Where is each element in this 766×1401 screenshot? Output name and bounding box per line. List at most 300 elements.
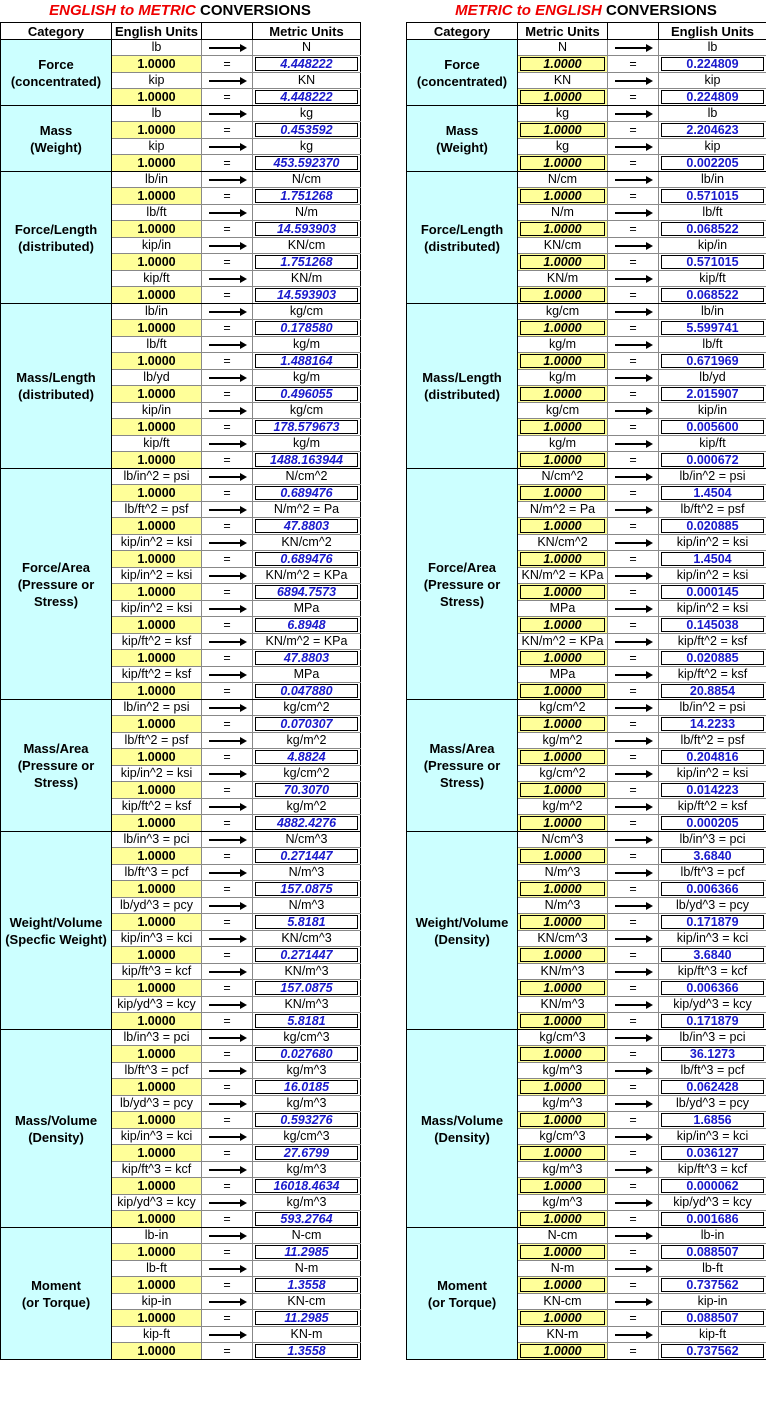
to-unit: kg/m <box>253 337 361 353</box>
input-value-cell[interactable] <box>112 683 202 700</box>
input-value-cell[interactable] <box>112 1244 202 1261</box>
input-value[interactable]: 1.0000 <box>137 683 176 698</box>
arrow-icon <box>608 997 659 1013</box>
to-unit: N/m^2 = Pa <box>253 502 361 518</box>
input-value[interactable]: 1.0000 <box>520 948 605 962</box>
input-value-cell[interactable] <box>518 815 608 832</box>
result-value-cell <box>659 221 766 238</box>
result-value-cell <box>659 485 766 502</box>
input-value[interactable]: 1.0000 <box>137 551 176 566</box>
result-value: 157.0875 <box>255 882 358 896</box>
input-value-cell[interactable] <box>112 155 202 172</box>
equals-sign: = <box>202 1013 253 1030</box>
result-value-cell <box>659 1310 766 1327</box>
input-value-cell[interactable] <box>518 716 608 733</box>
result-value: 6.8948 <box>255 618 358 632</box>
result-value: 1.6856 <box>661 1113 764 1127</box>
input-value-cell[interactable] <box>112 287 202 304</box>
result-value-cell <box>659 947 766 964</box>
to-unit: KN-cm <box>253 1294 361 1310</box>
input-value-cell[interactable] <box>112 815 202 832</box>
right-arrow-icon <box>209 476 245 478</box>
equals-sign: = <box>608 1046 659 1063</box>
result-value-cell <box>253 650 361 667</box>
to-unit: KN-m <box>253 1327 361 1343</box>
input-value-cell[interactable] <box>112 1211 202 1228</box>
input-value-cell[interactable] <box>518 1046 608 1063</box>
input-value-cell[interactable] <box>112 881 202 898</box>
input-value-cell[interactable] <box>112 485 202 502</box>
from-unit: kg <box>518 106 608 122</box>
input-value-cell[interactable] <box>112 452 202 469</box>
arrow-icon <box>608 799 659 815</box>
category-label: Mass/Area (Pressure or Stress) <box>1 700 112 832</box>
from-unit: lb/ft^2 = psf <box>112 502 202 518</box>
equals-sign: = <box>608 1310 659 1327</box>
result-value-cell <box>253 287 361 304</box>
arrow-icon <box>608 73 659 89</box>
result-value: 0.171879 <box>661 1014 764 1028</box>
input-value-cell[interactable] <box>112 320 202 337</box>
result-value: 1488.163944 <box>255 453 358 467</box>
input-value[interactable]: 1.0000 <box>137 1244 176 1259</box>
input-value-cell[interactable] <box>518 452 608 469</box>
input-value[interactable]: 1.0000 <box>520 453 605 467</box>
input-value[interactable]: 1.0000 <box>137 518 176 533</box>
input-value-cell[interactable] <box>112 1112 202 1129</box>
right-arrow-icon <box>209 1169 245 1171</box>
from-unit: lb/yd^3 = pcy <box>112 1096 202 1112</box>
input-value[interactable]: 1.0000 <box>137 287 176 302</box>
input-value-cell[interactable] <box>518 1244 608 1261</box>
input-value[interactable]: 1.0000 <box>520 1245 605 1259</box>
equals-sign: = <box>608 254 659 271</box>
right-arrow-icon <box>615 1235 651 1237</box>
equals-sign: = <box>608 320 659 337</box>
from-unit: kg/cm <box>518 304 608 320</box>
result-value: 0.571015 <box>661 189 764 203</box>
result-value-cell <box>253 1343 361 1360</box>
input-value-cell[interactable] <box>518 419 608 436</box>
input-value-cell[interactable] <box>112 1046 202 1063</box>
right-arrow-icon <box>209 1070 245 1072</box>
input-value[interactable]: 1.0000 <box>137 353 176 368</box>
input-value-cell[interactable] <box>112 914 202 931</box>
arrow-icon <box>608 1096 659 1112</box>
result-value: 0.000672 <box>661 453 764 467</box>
to-unit: kg/cm^2 <box>253 766 361 782</box>
input-value[interactable]: 1.0000 <box>137 56 176 71</box>
equals-sign: = <box>202 188 253 205</box>
from-unit: kg/cm^3 <box>518 1030 608 1046</box>
from-unit: kip/in^2 = ksi <box>112 766 202 782</box>
input-value-cell[interactable] <box>518 1343 608 1360</box>
to-unit: kg/m <box>253 370 361 386</box>
panel-title: METRIC to ENGLISH CONVERSIONS <box>455 2 717 19</box>
input-value-cell[interactable] <box>518 1178 608 1195</box>
input-value[interactable]: 1.0000 <box>137 1112 176 1127</box>
input-value-cell[interactable] <box>112 1178 202 1195</box>
arrow-icon <box>202 634 253 650</box>
unit-row <box>407 1228 766 1244</box>
input-value[interactable]: 1.0000 <box>520 618 605 632</box>
input-value[interactable]: 1.0000 <box>520 783 605 797</box>
input-value[interactable]: 1.0000 <box>137 122 176 137</box>
result-value: 0.005600 <box>661 420 764 434</box>
to-unit: kip/in <box>659 238 766 254</box>
arrow-icon <box>202 205 253 221</box>
input-value-cell[interactable] <box>518 914 608 931</box>
input-value[interactable]: 1.0000 <box>137 584 176 599</box>
input-value[interactable]: 1.0000 <box>520 882 605 896</box>
result-value: 0.737562 <box>661 1278 764 1292</box>
input-value-cell[interactable] <box>518 1310 608 1327</box>
equals-sign: = <box>608 1145 659 1162</box>
to-unit: kip/in^3 = kci <box>659 1129 766 1145</box>
input-value[interactable]: 1.0000 <box>137 980 176 995</box>
input-value-cell[interactable] <box>112 1310 202 1327</box>
input-value[interactable]: 1.0000 <box>137 1277 176 1292</box>
equals-sign: = <box>202 122 253 139</box>
arrow-icon <box>608 172 659 188</box>
result-value-cell <box>659 1145 766 1162</box>
input-value-cell[interactable] <box>112 1343 202 1360</box>
arrow-icon <box>608 238 659 254</box>
input-value-cell[interactable] <box>112 188 202 205</box>
input-value[interactable]: 1.0000 <box>137 1178 176 1193</box>
input-value[interactable]: 1.0000 <box>520 420 605 434</box>
input-value[interactable]: 1.0000 <box>137 89 176 104</box>
input-value-cell[interactable] <box>518 683 608 700</box>
arrow-icon <box>202 1294 253 1310</box>
result-value-cell <box>659 782 766 799</box>
equals-sign: = <box>608 782 659 799</box>
to-unit: KN/m^3 <box>253 997 361 1013</box>
header-spacer <box>608 23 659 40</box>
input-value[interactable]: 1.0000 <box>520 1146 605 1160</box>
input-value-cell[interactable] <box>112 617 202 634</box>
input-value[interactable]: 1.0000 <box>520 651 605 665</box>
input-value[interactable]: 1.0000 <box>137 716 176 731</box>
input-value-cell[interactable] <box>112 947 202 964</box>
to-unit: N-cm <box>253 1228 361 1244</box>
equals-sign: = <box>608 650 659 667</box>
input-value[interactable]: 1.0000 <box>520 585 605 599</box>
right-arrow-icon <box>615 1169 651 1171</box>
input-value-cell[interactable] <box>518 1145 608 1162</box>
input-value-cell[interactable] <box>112 716 202 733</box>
input-value[interactable]: 1.0000 <box>520 288 605 302</box>
to-unit: lb/ft <box>659 337 766 353</box>
category-label: Moment (or Torque) <box>1 1228 112 1360</box>
input-value[interactable]: 1.0000 <box>520 156 605 170</box>
result-value-cell <box>659 1178 766 1195</box>
input-value[interactable]: 1.0000 <box>520 684 605 698</box>
arrow-icon <box>608 700 659 716</box>
right-arrow-icon <box>615 80 651 82</box>
input-value-cell[interactable] <box>518 353 608 370</box>
input-value[interactable]: 1.0000 <box>520 1278 605 1292</box>
to-unit: kg/m^3 <box>253 1162 361 1178</box>
input-value[interactable]: 1.0000 <box>137 1310 176 1325</box>
input-value-cell[interactable] <box>518 518 608 535</box>
input-value[interactable]: 1.0000 <box>137 1343 176 1358</box>
input-value[interactable]: 1.0000 <box>137 386 176 401</box>
equals-sign: = <box>608 155 659 172</box>
input-value-cell[interactable] <box>112 1013 202 1030</box>
input-value[interactable]: 1.0000 <box>520 1179 605 1193</box>
input-value[interactable]: 1.0000 <box>520 486 605 500</box>
input-value[interactable]: 1.0000 <box>137 188 176 203</box>
input-value-cell[interactable] <box>518 254 608 271</box>
input-value-cell[interactable] <box>518 881 608 898</box>
equals-sign: = <box>608 617 659 634</box>
input-value-cell[interactable] <box>518 287 608 304</box>
input-value[interactable]: 1.0000 <box>520 1212 605 1226</box>
right-arrow-icon <box>209 608 245 610</box>
input-value-cell[interactable] <box>518 122 608 139</box>
arrow-icon <box>608 1228 659 1244</box>
header-to-units: English Units <box>659 23 766 40</box>
input-value-cell[interactable] <box>112 1145 202 1162</box>
input-value[interactable]: 1.0000 <box>520 1047 605 1061</box>
result-value-cell <box>659 155 766 172</box>
to-unit: kip/in^2 = ksi <box>659 601 766 617</box>
result-value: 36.1273 <box>661 1047 764 1061</box>
input-value-cell[interactable] <box>112 419 202 436</box>
input-value[interactable]: 1.0000 <box>137 1145 176 1160</box>
input-value-cell[interactable] <box>112 254 202 271</box>
input-value[interactable]: 1.0000 <box>137 1211 176 1226</box>
equals-sign: = <box>202 980 253 997</box>
arrow-icon <box>202 1063 253 1079</box>
input-value[interactable]: 1.0000 <box>520 57 605 71</box>
input-value-cell[interactable] <box>112 122 202 139</box>
result-value-cell <box>659 1013 766 1030</box>
input-value[interactable]: 1.0000 <box>520 189 605 203</box>
input-value[interactable]: 1.0000 <box>137 155 176 170</box>
result-value-cell <box>253 485 361 502</box>
input-value[interactable]: 1.0000 <box>137 1079 176 1094</box>
arrow-icon <box>202 271 253 287</box>
arrow-icon <box>202 1195 253 1211</box>
to-unit: kg/cm <box>253 304 361 320</box>
input-value-cell[interactable] <box>112 584 202 601</box>
to-unit: KN <box>253 73 361 89</box>
equals-sign: = <box>202 1244 253 1261</box>
input-value-cell[interactable] <box>518 617 608 634</box>
input-value-cell[interactable] <box>518 551 608 568</box>
input-value[interactable]: 1.0000 <box>137 848 176 863</box>
input-value-cell[interactable] <box>112 56 202 73</box>
result-value: 0.145038 <box>661 618 764 632</box>
input-value-cell[interactable] <box>518 1079 608 1096</box>
right-arrow-icon <box>209 1334 245 1336</box>
input-value[interactable]: 1.0000 <box>137 749 176 764</box>
input-value[interactable]: 1.0000 <box>520 519 605 533</box>
to-unit: N/m <box>253 205 361 221</box>
to-unit: kg/m^3 <box>253 1096 361 1112</box>
input-value-cell[interactable] <box>112 749 202 766</box>
result-value-cell <box>659 254 766 271</box>
arrow-icon <box>608 436 659 452</box>
right-arrow-icon <box>209 971 245 973</box>
input-value[interactable]: 1.0000 <box>137 650 176 665</box>
input-value-cell[interactable] <box>518 89 608 106</box>
input-value-cell[interactable] <box>112 782 202 799</box>
input-value-cell[interactable] <box>518 221 608 238</box>
input-value[interactable]: 1.0000 <box>520 849 605 863</box>
arrow-icon <box>608 634 659 650</box>
input-value-cell[interactable] <box>112 650 202 667</box>
result-value-cell <box>659 386 766 403</box>
input-value[interactable]: 1.0000 <box>520 1080 605 1094</box>
category-label: Force/Length (distributed) <box>1 172 112 304</box>
input-value-cell[interactable] <box>518 320 608 337</box>
result-value-cell <box>659 584 766 601</box>
input-value-cell[interactable] <box>518 1277 608 1294</box>
input-value[interactable]: 1.0000 <box>520 354 605 368</box>
input-value[interactable]: 1.0000 <box>520 123 605 137</box>
input-value[interactable]: 1.0000 <box>520 222 605 236</box>
input-value[interactable]: 1.0000 <box>137 782 176 797</box>
to-unit: kg <box>253 139 361 155</box>
input-value[interactable]: 1.0000 <box>520 816 605 830</box>
right-arrow-icon <box>615 839 651 841</box>
equals-sign: = <box>608 551 659 568</box>
result-value: 4.448222 <box>255 90 358 104</box>
input-value[interactable]: 1.0000 <box>520 387 605 401</box>
right-arrow-icon <box>615 1268 651 1270</box>
equals-sign: = <box>202 419 253 436</box>
header-from-units: Metric Units <box>518 23 608 40</box>
arrow-icon <box>202 172 253 188</box>
category-label: Mass (Weight) <box>407 106 518 172</box>
input-value-cell[interactable] <box>518 782 608 799</box>
input-value-cell[interactable] <box>518 155 608 172</box>
equals-sign: = <box>608 122 659 139</box>
input-value-cell[interactable] <box>518 650 608 667</box>
header-to-units: Metric Units <box>253 23 361 40</box>
right-arrow-icon <box>615 410 651 412</box>
input-value-cell[interactable] <box>112 551 202 568</box>
input-value[interactable]: 1.0000 <box>137 881 176 896</box>
to-unit: lb <box>659 106 766 122</box>
input-value-cell[interactable] <box>518 749 608 766</box>
to-unit: kip/in^2 = ksi <box>659 535 766 551</box>
result-value-cell <box>659 848 766 865</box>
input-value-cell[interactable] <box>518 386 608 403</box>
result-value-cell <box>253 386 361 403</box>
input-value-cell[interactable] <box>112 1277 202 1294</box>
input-value-cell[interactable] <box>518 848 608 865</box>
input-value-cell[interactable] <box>518 1013 608 1030</box>
result-value: 0.224809 <box>661 57 764 71</box>
from-unit: kg/m^2 <box>518 799 608 815</box>
input-value-cell[interactable] <box>112 89 202 106</box>
input-value-cell[interactable] <box>112 518 202 535</box>
equals-sign: = <box>202 452 253 469</box>
input-value[interactable]: 1.0000 <box>137 221 176 236</box>
input-value[interactable]: 1.0000 <box>520 552 605 566</box>
input-value[interactable]: 1.0000 <box>520 981 605 995</box>
arrow-icon <box>608 40 659 56</box>
metric-to-english-panel <box>406 0 766 1360</box>
right-arrow-icon <box>209 146 245 148</box>
input-value-cell[interactable] <box>518 485 608 502</box>
to-unit: lb/in^2 = psi <box>659 700 766 716</box>
input-value[interactable]: 1.0000 <box>137 1013 176 1028</box>
input-value-cell[interactable] <box>518 947 608 964</box>
input-value[interactable]: 1.0000 <box>520 750 605 764</box>
from-unit: kg/m^3 <box>518 1096 608 1112</box>
input-value[interactable]: 1.0000 <box>520 1311 605 1325</box>
input-value[interactable]: 1.0000 <box>137 617 176 632</box>
input-value[interactable]: 1.0000 <box>137 419 176 434</box>
equals-sign: = <box>202 914 253 931</box>
from-unit: lb/ft^2 = psf <box>112 733 202 749</box>
input-value[interactable]: 1.0000 <box>137 914 176 929</box>
right-arrow-icon <box>209 1103 245 1105</box>
input-value-cell[interactable] <box>112 386 202 403</box>
input-value[interactable]: 1.0000 <box>520 90 605 104</box>
input-value[interactable]: 1.0000 <box>137 254 176 269</box>
input-value-cell[interactable] <box>112 221 202 238</box>
result-value: 2.204623 <box>661 123 764 137</box>
input-value[interactable]: 1.0000 <box>520 1014 605 1028</box>
result-value: 0.453592 <box>255 123 358 137</box>
input-value[interactable]: 1.0000 <box>520 1344 605 1358</box>
result-value: 0.027680 <box>255 1047 358 1061</box>
result-value: 3.6840 <box>661 849 764 863</box>
unit-row <box>1 832 361 848</box>
input-value[interactable]: 1.0000 <box>137 1046 176 1061</box>
result-value: 1.3558 <box>255 1344 358 1358</box>
result-value-cell <box>253 254 361 271</box>
input-value-cell[interactable] <box>112 848 202 865</box>
input-value[interactable]: 1.0000 <box>520 717 605 731</box>
from-unit: kip <box>112 139 202 155</box>
input-value-cell[interactable] <box>518 584 608 601</box>
arrow-icon <box>202 568 253 584</box>
arrow-icon <box>608 205 659 221</box>
result-value-cell <box>253 749 361 766</box>
result-value-cell <box>659 122 766 139</box>
input-value[interactable]: 1.0000 <box>137 320 176 335</box>
input-value-cell[interactable] <box>112 1079 202 1096</box>
input-value[interactable]: 1.0000 <box>137 485 176 500</box>
input-value-cell[interactable] <box>518 980 608 997</box>
input-value[interactable]: 1.0000 <box>137 947 176 962</box>
input-value[interactable]: 1.0000 <box>520 915 605 929</box>
input-value[interactable]: 1.0000 <box>520 1113 605 1127</box>
input-value-cell[interactable] <box>518 56 608 73</box>
input-value[interactable]: 1.0000 <box>520 321 605 335</box>
input-value-cell[interactable] <box>518 1112 608 1129</box>
input-value-cell[interactable] <box>112 980 202 997</box>
result-value-cell <box>659 452 766 469</box>
input-value-cell[interactable] <box>112 353 202 370</box>
input-value-cell[interactable] <box>518 188 608 205</box>
input-value[interactable]: 1.0000 <box>520 255 605 269</box>
right-arrow-icon <box>615 905 651 907</box>
input-value-cell[interactable] <box>518 1211 608 1228</box>
result-value-cell <box>659 320 766 337</box>
input-value[interactable]: 1.0000 <box>137 815 176 830</box>
unit-row <box>1 172 361 188</box>
equals-sign: = <box>202 617 253 634</box>
input-value[interactable]: 1.0000 <box>137 452 176 467</box>
